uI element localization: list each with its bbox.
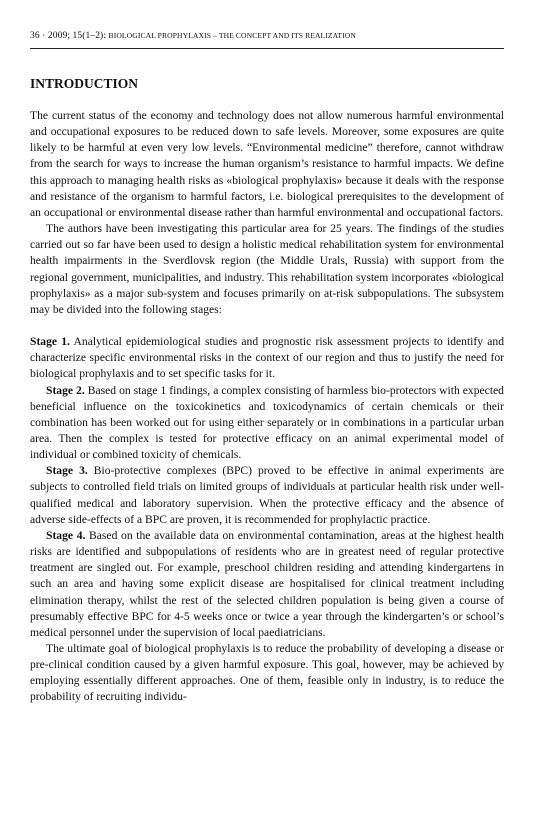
stage-3-paragraph [30,463,504,528]
header-rule [30,48,504,49]
stage-4-label: Stage 4. [46,528,86,542]
running-title: BIOLOGICAL PROPHYLAXIS – THE CONCEPT AND ITS REALIZATION [108,31,356,40]
page-number: 36 [30,31,40,41]
stage-3-label: Stage 3. [46,464,88,478]
stage-1-label: Stage 1. [30,335,70,349]
stage-1-paragraph [30,334,504,382]
journal-citation: 2009; 15(1–2): [47,31,109,41]
article-body [30,108,504,706]
stage-3-text: Bio-protective complexes (BPC) proved to be effective in animal experiments are subjects to controlled field trials on limited groups of individuals at particular health risk under well-qualified medical and laboratory supervision. When the protective efficacy and the absence of adverse side-effects of a BPC are proven, it is recommended for prophylactic practice. [30,464,504,526]
intro-paragraph-1: The current status of the economy and technology does not allow numerous harmful environmental and occupational exposures to be reduced down to safe levels. Moreover, some exposures are quite likely to be harmful at even very low levels. “Environmental medicine” therefore, cannot withdraw from the search for ways to increase the human organism’s resistance to harmful impacts. We define this approach to managing health risks as «biological prophylaxis» because it deals with the response and resistance of the organism to harmful factors, i.e. biological prerequisites to the development of an occupational or environmental disease rather than harmful environmental and occupational factors. [30,109,504,219]
stage-2-label: Stage 2. [46,383,85,397]
running-header [30,31,356,41]
intro-paragraph-2: The authors have been investigating this particular area for 25 years. The findings of the studies carried out so far have been used to design a holistic medical rehabilitation system for environmental health impairments in the Sverdlovsk region (the Middle Urals, Russia) with support from the regional government, municipalities, and industry. This rehabilitation system incorporates «biological prophylaxis» as a major sub-system and focuses primarily on at-risk subpopulations. The subsystem may be divided into the following stages: [30,222,504,316]
header-separator: · [39,31,48,41]
closing-paragraph: The ultimate goal of biological prophylaxis is to reduce the probability of developing a disease or pre-clinical condition caused by a given harmful exposure. This goal, however, may be achieved by employing essentially different approaches. One of them, feasible only in industry, is to reduce the probability of recruiting individu- [30,642,504,704]
stage-4-paragraph [30,528,504,641]
stage-2-text: Based on stage 1 findings, a complex consisting of harmless bio-protectors with expected beneficial influence on the toxicokinetics and toxicodynamics of certain chemicals or their combination has been worked out for using either separately or in combinations in a particular urban area. Then the complex is tested for protective efficacy on an animal experimental model of individual or combined toxicity of chemicals. [30,383,504,462]
stage-1-text: Analytical epidemiological studies and prognostic risk assessment projects to identify and characterize specific environmental risks in the context of our region and thus to justify the need for biological prophylaxis and to set specific tasks for it. [30,335,504,381]
section-heading: INTRODUCTION [30,76,139,91]
stage-2-paragraph [30,383,504,464]
stage-4-text: Based on the available data on environmental contamination, areas at the highest health risks are identified and subpopulations of residents who are in greatest need of regular protective treatment are singled out. For example, preschool children residing and attending kindergartens in such an area and having some explicit disease are hospitalised for clinical treatment including elimination therapy, whilst the rest of the selected children population is being given a course of presumably effective BPC for 4-5 weeks once or twice a year through the kindergarten’s or school’s medical personnel under the supervision of local paediatricians. [30,528,504,639]
